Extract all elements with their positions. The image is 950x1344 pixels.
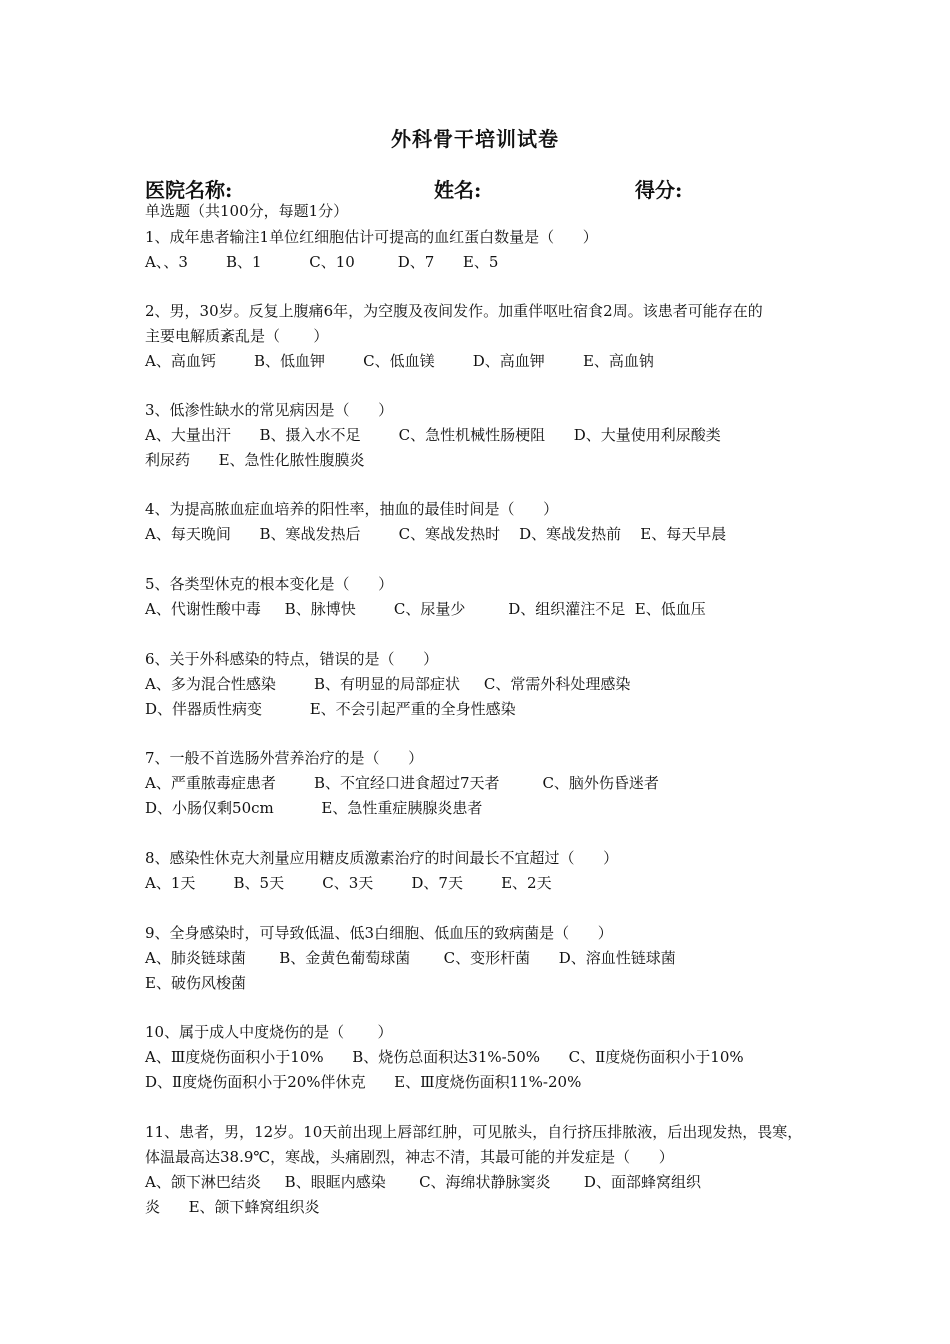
question-9-options-cont: E、破伤风梭菌 <box>145 974 246 992</box>
question-1-options: A、、3 B、1 C、10 D、7 E、5 <box>145 253 499 271</box>
question-4-stem: 4、为提高脓血症血培养的阳性率，抽血的最佳时间是（ ） <box>145 500 559 518</box>
question-11-stem-cont: 体温最高达38.9℃，寒战，头痛剧烈，神志不清，其最可能的并发症是（ ） <box>145 1148 674 1166</box>
question-8-options: A、1天 B、5天 C、3天 D、7天 E、2天 <box>145 874 552 892</box>
question-3-options: A、大量出汗 B、摄入水不足 C、急性机械性肠梗阻 D、大量使用利尿酸类 <box>145 426 721 444</box>
question-9-options: A、肺炎链球菌 B、金黄色葡萄球菌 C、变形杆菌 D、溶血性链球菌 <box>145 949 676 967</box>
question-4-options: A、每天晚间 B、寒战发热后 C、寒战发热时 D、寒战发热前 E、每天早晨 <box>145 525 727 543</box>
question-11-options-cont: 炎 E、颌下蜂窝组织炎 <box>145 1198 320 1216</box>
question-9-stem: 9、全身感染时，可导致低温、低3白细胞、低血压的致病菌是（ ） <box>145 924 613 942</box>
question-10-options: A、Ⅲ度烧伤面积小于10% B、烧伤总面积达31%-50% C、Ⅱ度烧伤面积小于10% <box>145 1048 744 1066</box>
question-7-options: A、严重脓毒症患者 B、不宜经口进食超过7天者 C、脑外伤昏迷者 <box>145 774 659 792</box>
question-2-options: A、高血钙 B、低血钾 C、低血镁 D、高血钾 E、高血钠 <box>145 352 654 370</box>
question-6-options: A、多为混合性感染 B、有明显的局部症状 C、常需外科处理感染 <box>145 675 631 693</box>
question-5-options: A、代谢性酸中毒 B、脉博快 C、尿量少 D、组织灌注不足 E、低血压 <box>145 600 706 618</box>
question-1-stem: 1、成年患者输注1单位红细胞估计可提高的血红蛋白数量是（ ） <box>145 228 598 246</box>
question-2-stem-cont: 主要电解质紊乱是（ ） <box>145 327 329 345</box>
question-11-stem: 11、患者，男，12岁。10天前出现上唇部红肿，可见脓头，自行挤压排脓液，后出现发热，畏寒， <box>145 1123 803 1141</box>
question-6-stem: 6、关于外科感染的特点，错误的是（ ） <box>145 650 439 668</box>
question-10-stem: 10、属于成人中度烧伤的是（ ） <box>145 1023 393 1041</box>
question-7-options-cont: D、小肠仅剩50cm E、急性重症胰腺炎患者 <box>145 799 483 817</box>
exam-title: 外科骨干培训试卷 <box>391 127 559 151</box>
question-6-options-cont: D、伴器质性病变 E、不会引起严重的全身性感染 <box>145 700 516 718</box>
question-7-stem: 7、一般不首选肠外营养治疗的是（ ） <box>145 749 424 767</box>
question-8-stem: 8、感染性休克大剂量应用糖皮质激素治疗的时间最长不宜超过（ ） <box>145 849 619 867</box>
question-3-options-cont: 利尿药 E、急性化脓性腹膜炎 <box>145 451 365 469</box>
hospital-name-label: 医院名称: <box>145 178 233 202</box>
question-11-options: A、颌下淋巴结炎 B、眼眶内感染 C、海绵状静脉窦炎 D、面部蜂窝组织 <box>145 1173 701 1191</box>
question-3-stem: 3、低渗性缺水的常见病因是（ ） <box>145 401 394 419</box>
section-intro: 单选题（共100分，每题1分） <box>145 202 349 220</box>
question-5-stem: 5、各类型休克的根本变化是（ ） <box>145 575 394 593</box>
question-2-stem: 2、男，30岁。反复上腹痛6年，为空腹及夜间发作。加重伴呕吐宿食2周。该患者可能存在的 <box>145 302 763 320</box>
question-10-options-cont: D、Ⅱ度烧伤面积小于20%伴休克 E、Ⅲ度烧伤面积11%-20% <box>145 1073 582 1091</box>
name-label: 姓名: <box>434 178 482 202</box>
score-label: 得分: <box>635 178 683 202</box>
